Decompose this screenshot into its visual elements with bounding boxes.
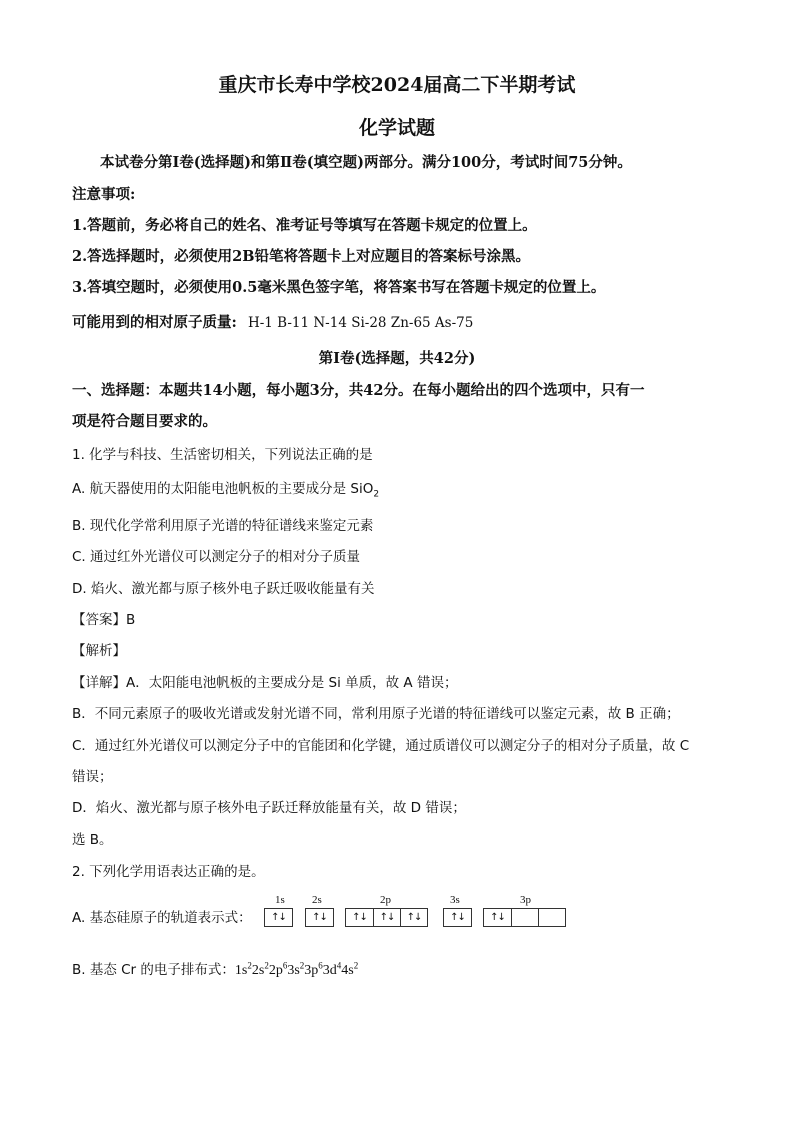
q2-stem: 2. 下列化学用语表达正确的是。 xyxy=(72,864,265,880)
q1-conclusion: 选 B。 xyxy=(72,832,113,848)
orbital-box: ↑↓ xyxy=(450,912,465,923)
config-term: $3d^4$ xyxy=(322,960,342,978)
q1-detail-3b: 错误； xyxy=(72,769,113,785)
atomic-mass-values: H-1 B-11 N-14 Si-28 Zn-65 As-75 xyxy=(247,315,474,331)
notice-item-1: 1.答题前，务必将自己的姓名、准考证号等填写在答题卡规定的位置上。 xyxy=(72,217,537,234)
orbital-box: ↑↓ xyxy=(373,909,400,926)
orbital-label-3s: 3s xyxy=(450,894,460,906)
config-term: $1s^2$ xyxy=(234,960,252,978)
orbital-group-2p xyxy=(345,908,428,927)
orbital-diagram xyxy=(80,894,600,934)
orbital-label-1s: 1s xyxy=(275,894,285,906)
orbital-box: ↑↓ xyxy=(400,909,427,926)
electron-configuration xyxy=(234,960,359,978)
section1-instruction-1: 一、选择题：本题共14小题，每小题3分，共42分。在每小题给出的四个选项中，只有一 xyxy=(72,382,645,399)
q1-detail-4: D．焰火、激光都与原子核外电子跃迁释放能量有关，故 D 错误； xyxy=(72,800,466,816)
q1-option-a-subscript: 2 xyxy=(373,489,380,500)
orbital-box xyxy=(511,909,538,926)
section1-heading: 第Ⅰ卷(选择题，共42分) xyxy=(318,350,476,367)
config-term: $4s^2$ xyxy=(341,960,359,978)
q1-option-b: B. 现代化学常利用原子光谱的特征谱线来鉴定元素 xyxy=(72,518,374,534)
exam-subtitle: 化学试题 xyxy=(358,117,435,139)
orbital-label-2s: 2s xyxy=(312,894,322,906)
orbital-group-3s xyxy=(443,908,472,927)
config-term: $2p^6$ xyxy=(268,960,288,978)
config-term: $3p^6$ xyxy=(304,960,323,978)
intro-text: 本试卷分第Ⅰ卷(选择题)和第Ⅱ卷(填空题)两部分。满分100分，考试时间75分钟。 xyxy=(100,154,632,171)
exam-title: 重庆市长寿中学校2024届高二下半期考试 xyxy=(218,74,576,96)
notice-heading: 注意事项: xyxy=(72,186,136,203)
notice-item-2: 2.答选择题时，必须使用2B铅笔将答题卡上对应题目的答案标号涂黑。 xyxy=(72,248,530,265)
orbital-group-3p xyxy=(483,908,566,927)
orbital-box: ↑↓ xyxy=(490,912,505,923)
q1-option-a xyxy=(72,477,379,500)
q1-detail-3a: C．通过红外光谱仪可以测定分子中的官能团和化学键，通过质谱仪可以测定分子的相对分子质量，故 C xyxy=(72,738,690,754)
orbital-box: ↑↓ xyxy=(271,912,286,923)
q1-option-d: D. 焰火、激光都与原子核外电子跃迁吸收能量有关 xyxy=(72,581,375,597)
orbital-label-3p: 3p xyxy=(520,894,531,906)
orbital-label-2p: 2p xyxy=(380,894,391,906)
config-term: $3s^2$ xyxy=(287,960,305,978)
atomic-mass-label: 可能用到的相对原子质量: xyxy=(72,314,237,331)
q2-option-b xyxy=(72,958,358,979)
orbital-box xyxy=(538,909,565,926)
atomic-mass-line xyxy=(72,311,473,332)
q2-option-a-label: A. 基态硅原子的轨道表示式： xyxy=(72,910,252,926)
notice-item-3: 3.答填空题时，必须使用0.5毫米黑色签字笔，将答案书写在答题卡规定的位置上。 xyxy=(72,279,606,296)
q1-detail-2: B．不同元素原子的吸收光谱或发射光谱不同，常利用原子光谱的特征谱线可以鉴定元素，故 B 正确； xyxy=(72,706,680,722)
q2-option-b-label: B. 基态 Cr 的电子排布式： xyxy=(72,962,235,978)
config-term: $2s^2$ xyxy=(251,960,269,978)
q1-analysis: 【解析】 xyxy=(72,643,126,659)
q1-detail-1: 【详解】A．太阳能电池帆板的主要成分是 Si 单质，故 A 错误； xyxy=(72,675,458,691)
section1-instruction-2: 项是符合题目要求的。 xyxy=(72,413,217,430)
orbital-box: ↑↓ xyxy=(312,912,327,923)
orbital-group-2s xyxy=(305,908,334,927)
orbital-group-1s xyxy=(264,908,293,927)
q1-option-a-text: A. 航天器使用的太阳能电池帆板的主要成分是 SiO xyxy=(72,481,374,497)
q1-stem: 1. 化学与科技、生活密切相关，下列说法正确的是 xyxy=(72,447,373,463)
q1-answer: 【答案】B xyxy=(72,612,136,628)
q1-option-c: C. 通过红外光谱仪可以测定分子的相对分子质量 xyxy=(72,549,361,565)
orbital-box: ↑↓ xyxy=(352,912,367,923)
